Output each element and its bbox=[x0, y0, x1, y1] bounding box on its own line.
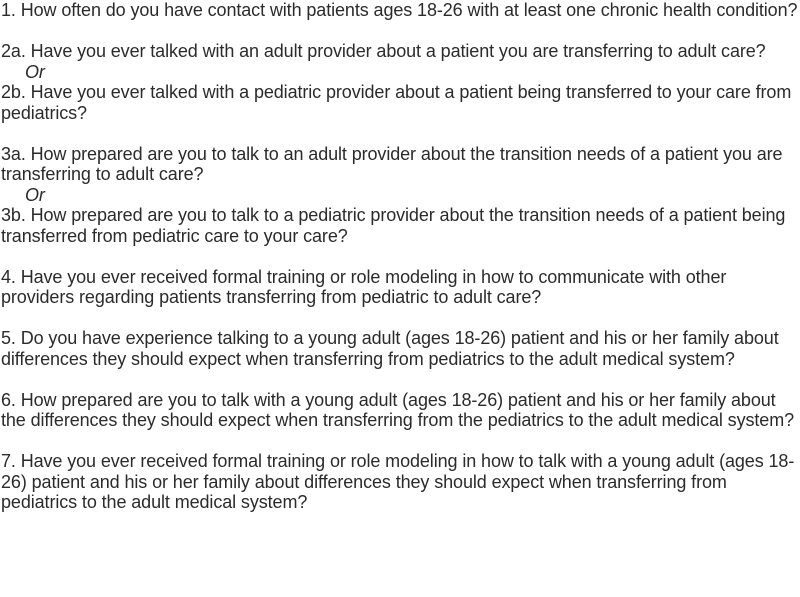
question-2b: 2b. Have you ever talked with a pediatric provider about a patient being transferred to your care from pediatrics? bbox=[1, 82, 792, 123]
question-3a: 3a. How prepared are you to talk to an adult provider about the transition needs of a patient you are transferring to adult care? bbox=[1, 143, 783, 184]
question-4: 4. Have you ever received formal training or role modeling in how to communicate with other providers regarding patients transferring from pediatric to adult care? bbox=[1, 266, 727, 307]
question-1: 1. How often do you have contact with patients ages 18-26 with at least one chronic health condition? bbox=[1, 0, 798, 20]
or-separator-2: Or bbox=[25, 61, 45, 82]
question-3b: 3b. How prepared are you to talk to a pediatric provider about the transition needs of a patient being transferred from pediatric care to your care? bbox=[1, 205, 786, 246]
question-6: 6. How prepared are you to talk with a young adult (ages 18-26) patient and his or her family about the differences they should expect when transferring from the pediatrics to the adult medical system? bbox=[1, 389, 794, 430]
spacer bbox=[1, 308, 798, 329]
spacer bbox=[1, 123, 798, 144]
question-5: 5. Do you have experience talking to a young adult (ages 18-26) patient and his or her family about differences they should expect when transferring from pediatrics to the adult medical system? bbox=[1, 328, 779, 369]
questionnaire-document bbox=[1, 0, 798, 513]
or-separator-3: Or bbox=[25, 184, 45, 205]
spacer bbox=[1, 431, 798, 452]
spacer bbox=[1, 369, 798, 390]
spacer bbox=[1, 21, 798, 42]
question-2a: 2a. Have you ever talked with an adult provider about a patient you are transferring to adult care? bbox=[1, 41, 766, 61]
spacer bbox=[1, 246, 798, 267]
question-7: 7. Have you ever received formal training or role modeling in how to talk with a young adult (ages 18-26) patient and his or her family about differences they should expect when transferring from pediatrics to the adult medical system? bbox=[1, 451, 795, 512]
